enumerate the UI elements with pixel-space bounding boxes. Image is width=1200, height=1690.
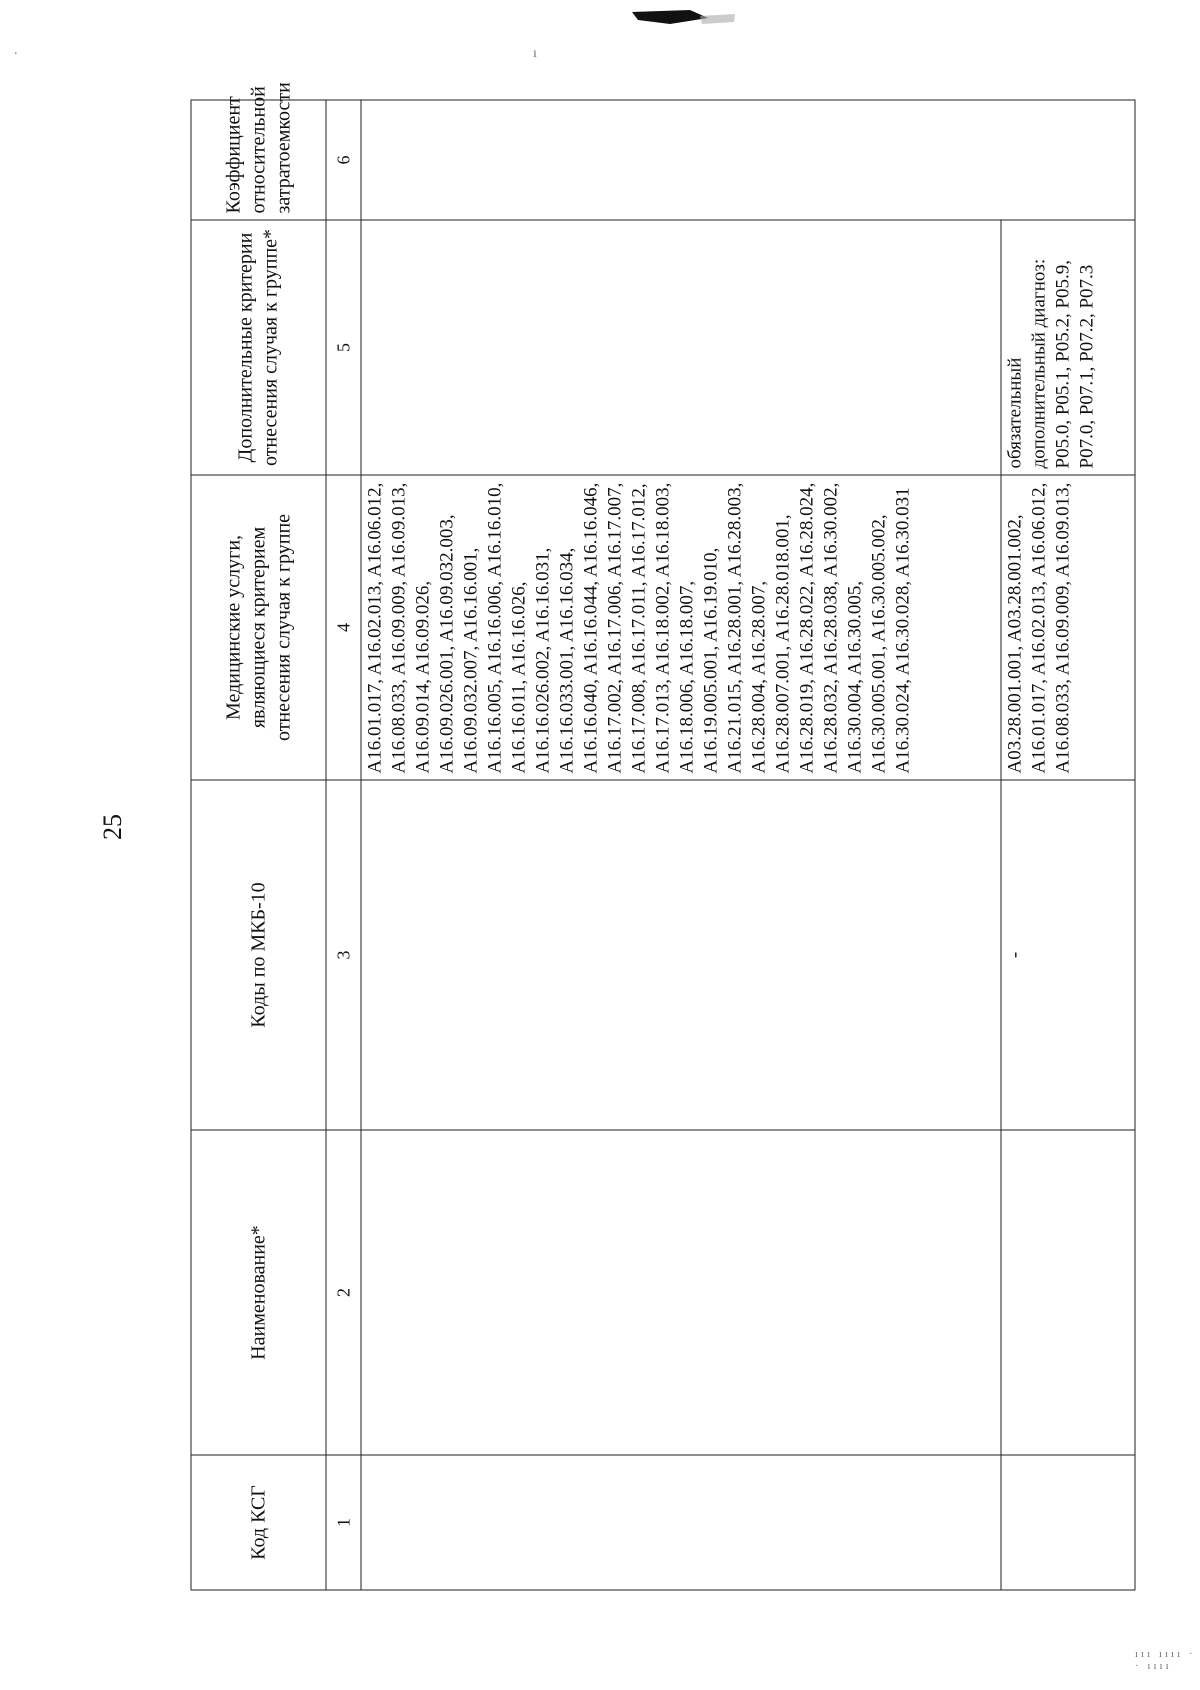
cell-mkb10 bbox=[361, 780, 1001, 1130]
column-number: 1 bbox=[326, 1455, 361, 1590]
header-row bbox=[191, 100, 326, 1590]
cell-ksg-code bbox=[361, 1455, 1001, 1590]
column-number-row bbox=[326, 100, 361, 1590]
cell-mkb10: - bbox=[1001, 780, 1135, 1130]
column-number: 4 bbox=[326, 475, 361, 780]
stray-mark: ı bbox=[533, 46, 537, 61]
ksg-table bbox=[191, 82, 1136, 1591]
cell-criteria: обязательный дополнительный диагноз: P05.0, P05.1, P05.2, P05.9, P07.0, P07.1, P07.2, P07.3 bbox=[1001, 220, 1135, 475]
stray-mark: . bbox=[14, 43, 18, 58]
header-mkb10: Коды по МКБ-10 bbox=[191, 780, 326, 1130]
header-ksg-code: Код КСГ bbox=[191, 1455, 326, 1590]
cell-coefficient bbox=[361, 100, 1135, 220]
header-criteria: Дополнительные критерии отнесения случая к группе* bbox=[191, 220, 326, 475]
cell-criteria bbox=[361, 220, 1001, 475]
cell-name bbox=[1001, 1130, 1135, 1455]
column-number: 6 bbox=[326, 100, 361, 220]
cell-services: A16.01.017, A16.02.013, A16.06.012, A16.08.033, A16.09.009, A16.09.013, A16.09.014, A16.09.026, A16.09.026.001, A16.09.032.003, A16.09.032.007, A16.16.001, A16.16.005, A16.16.006, A16.16.010, A16.16.011, A16.16.026, A16.16.026.002, A16.16.031, A16.16.033.001, A16.16.034, A16.16.040, A16.16.044, A16.16.046, A16.17.002, A16.17.006, A16.17.007, A16.17.008, A16.17.011, A16.17.012, A16.17.013, A16.18.002, A16.18.003, A16.18.006, A16.18.007, A16.19.005.001, A16.19.010, A16.21.015, A16.28.001, A16.28.003, A16.28.004, A16.28.007, A16.28.007.001, A16.28.018.001, A16.28.019, A16.28.022, A16.28.024, A16.28.032, A16.28.038, A16.30.002, A16.30.004, A16.30.005, A16.30.005.001, A16.30.005.002, A16.30.024, A16.30.028, A16.30.031 bbox=[361, 475, 1001, 780]
cell-ksg-code bbox=[1001, 1455, 1135, 1590]
scan-artifact bbox=[630, 8, 740, 30]
table-row bbox=[1001, 100, 1135, 1590]
column-number: 2 bbox=[326, 1130, 361, 1455]
cell-name bbox=[361, 1130, 1001, 1455]
table-row bbox=[361, 100, 1001, 1590]
stray-mark: ııı ıııı · · ıııı bbox=[1135, 1648, 1196, 1672]
cell-services: A03.28.001.001, A03.28.001.002, A16.01.017, A16.02.013, A16.06.012, A16.08.033, A16.09.009, A16.09.013, bbox=[1001, 475, 1135, 780]
header-services: Медицинские услуги, являющиеся критерием отнесения случая к группе bbox=[191, 475, 326, 780]
column-number: 3 bbox=[326, 780, 361, 1130]
page-number: 25 bbox=[98, 814, 127, 840]
header-coefficient: Коэффициент относительной затратоемкости bbox=[191, 100, 326, 220]
header-name: Наименование* bbox=[191, 1130, 326, 1455]
ksg-table-container bbox=[190, 82, 1135, 1591]
column-number: 5 bbox=[326, 220, 361, 475]
